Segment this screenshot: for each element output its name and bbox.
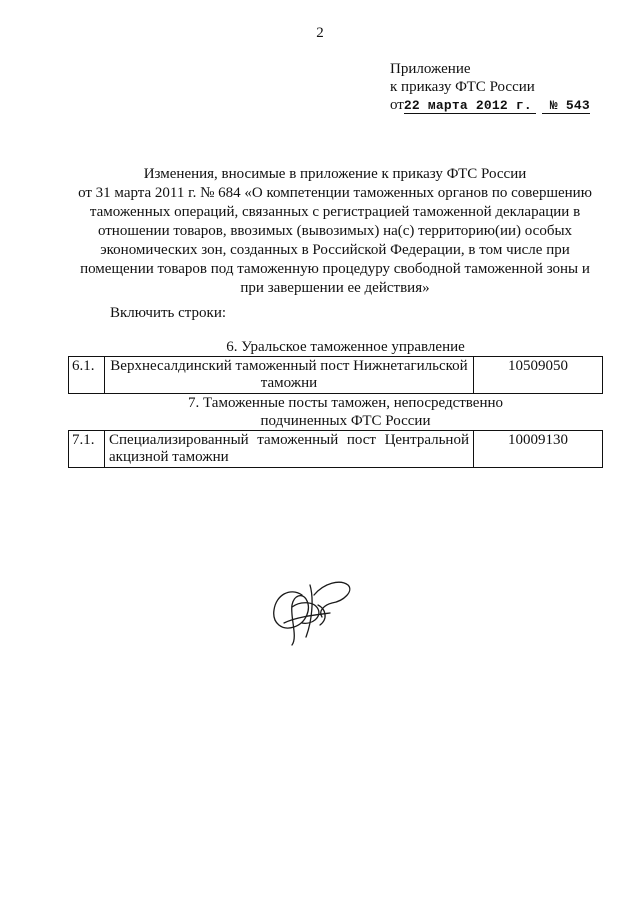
appendix-header: [390, 60, 590, 114]
table-row: [69, 357, 603, 394]
row-name: [105, 431, 474, 468]
order-date: 22 марта 2012 г.: [404, 98, 536, 114]
row-number: 7.1.: [69, 431, 105, 468]
row-code: 10509050: [474, 357, 603, 394]
row-name: [105, 357, 474, 394]
section-title-line: 7. Таможенные посты таможен, непосредственно: [188, 395, 503, 411]
heading-line: экономических зон, созданных в Российской Федерации, в том числе при: [100, 242, 570, 258]
heading-line: помещении товаров под таможенную процедуру свободной таможенной зоны и: [80, 261, 590, 277]
table-row: [69, 431, 603, 468]
appendix-order-ref: к приказу ФТС России: [390, 79, 535, 95]
row-name-line: Верхнесалдинский таможенный пост Нижнетагильской: [110, 358, 468, 374]
include-label: Включить строки:: [110, 305, 227, 321]
document-heading: [70, 165, 600, 298]
appendix-title: Приложение: [390, 61, 471, 77]
heading-line: Изменения, вносимые в приложение к приказу ФТС России: [143, 166, 527, 182]
order-number: № 543: [542, 98, 590, 114]
section-title-6: [68, 338, 603, 356]
section-title-line: 6. Уральское таможенное управление: [226, 339, 465, 355]
date-prefix: от: [390, 97, 404, 113]
section-title-line: подчиненных ФТС России: [260, 413, 431, 429]
row-code: 10009130: [474, 431, 603, 468]
changes-table: [68, 338, 603, 468]
section-7-table: [68, 430, 603, 468]
row-name-line: таможни: [260, 375, 318, 391]
heading-line: от 31 марта 2011 г. № 684 «О компетенции таможенных органов по совершению: [78, 185, 592, 201]
row-number: 6.1.: [69, 357, 105, 394]
appendix-date-line: [390, 96, 590, 114]
row-name-line: акцизной таможни: [109, 449, 229, 465]
section-6-table: [68, 356, 603, 394]
heading-line: отношении товаров, ввозимых (вывозимых) на(с) территорию(ии) особых: [97, 223, 573, 239]
signature: [262, 565, 362, 650]
row-name-line: Специализированный таможенный пост Центральной: [109, 432, 469, 448]
heading-line: таможенных операций, связанных с регистрацией таможенной декларации в: [89, 204, 581, 220]
section-title-7: [68, 394, 603, 430]
page-number: 2: [316, 25, 324, 41]
heading-line: при завершении ее действия»: [240, 280, 430, 296]
